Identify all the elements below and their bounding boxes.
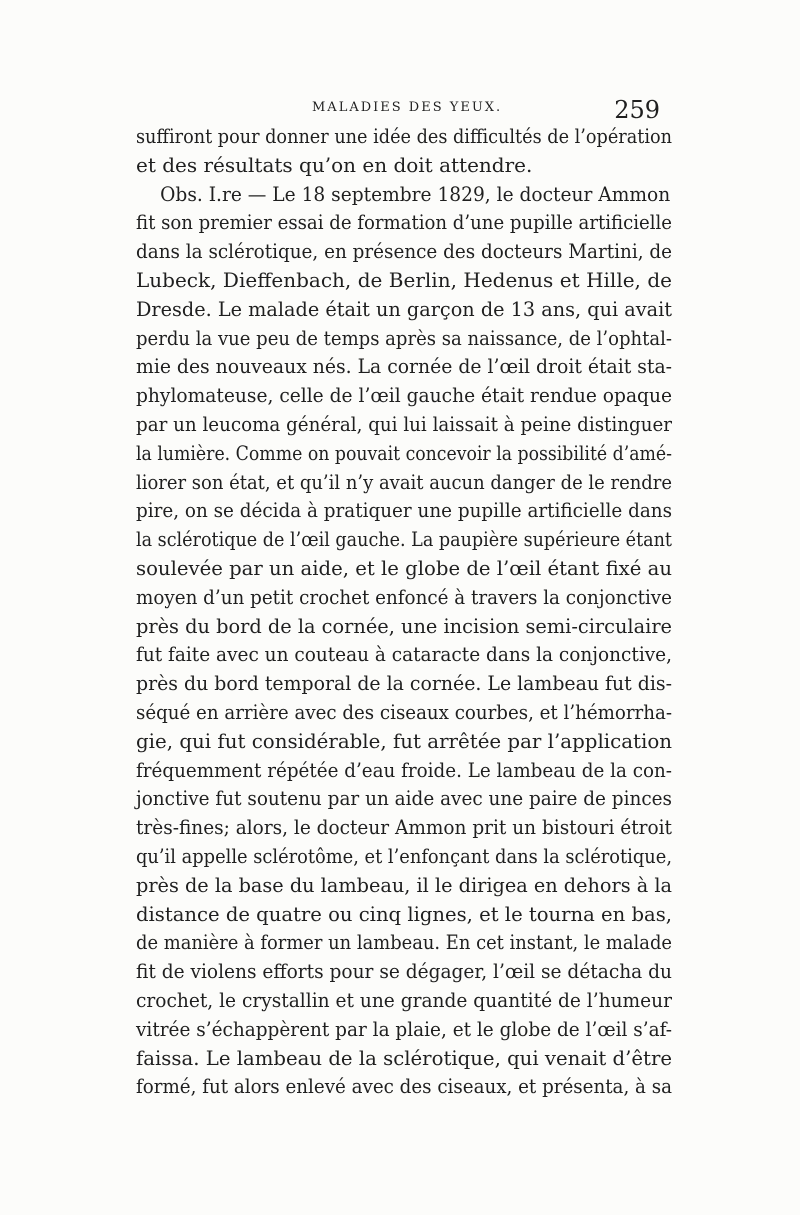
- text-line: liorer son état, et qu’il n’y avait aucun danger de le rendre: [136, 469, 672, 494]
- text-line: près de la base du lambeau, il le dirigea en dehors à la: [136, 872, 672, 897]
- text-line: perdu la vue peu de temps après sa naissance, de l’ophtal-: [136, 325, 672, 350]
- text-line: fit de violens efforts pour se dégager, l’œil se détacha du: [136, 959, 672, 984]
- text-line: moyen d’un petit crochet enfoncé à travers la conjonctive: [136, 584, 672, 609]
- text-line: de manière à former un lambeau. En cet instant, le malade: [136, 930, 672, 955]
- text-line: dans la sclérotique, en présence des docteurs Martini, de: [136, 239, 672, 264]
- body-text: [136, 122, 672, 1101]
- text-line: Obs. I.re — Le 18 septembre 1829, le docteur Ammon: [160, 181, 671, 206]
- text-line: et des résultats qu’on en doit attendre.: [136, 152, 533, 177]
- text-line: par un leucoma général, qui lui laissait à peine distinguer: [136, 411, 672, 436]
- text-line: près du bord de la cornée, une incision semi-circulaire: [136, 613, 672, 638]
- text-line: suffiront pour donner une idée des difficultés de l’opération: [136, 124, 672, 148]
- page-number: 259: [614, 96, 660, 124]
- running-title: MALADIES DES YEUX.: [312, 100, 503, 115]
- text-line: faissa. Le lambeau de la sclérotique, qui venait d’être: [136, 1045, 672, 1070]
- text-line: pire, on se décida à pratiquer une pupille artificielle dans: [136, 498, 672, 523]
- text-line: phylomateuse, celle de l’œil gauche était rendue opaque: [136, 383, 672, 408]
- text-line: la lumière. Comme on pouvait concevoir la possibilité d’amé-: [136, 440, 672, 465]
- text-line: près du bord temporal de la cornée. Le lambeau fut dis-: [136, 671, 672, 696]
- text-line: crochet, le crystallin et une grande quantité de l’humeur: [136, 987, 672, 1012]
- text-line: Dresde. Le malade était un garçon de 13 ans, qui avait: [136, 296, 672, 321]
- text-line: soulevée par un aide, et le globe de l’œil étant fixé au: [136, 555, 672, 580]
- text-line: la sclérotique de l’œil gauche. La paupière supérieure étant: [136, 527, 672, 552]
- text-line: qu’il appelle sclérotôme, et l’enfonçant dans la sclérotique,: [136, 843, 672, 868]
- text-line: jonctive fut soutenu par un aide avec une paire de pinces: [136, 786, 672, 811]
- text-line: séqué en arrière avec des ciseaux courbes, et l’hémorrha-: [136, 699, 672, 724]
- text-line: gie, qui fut considérable, fut arrêtée par l’application: [136, 728, 672, 753]
- text-line: fréquemment répétée d’eau froide. Le lambeau de la con-: [136, 757, 672, 782]
- text-line: distance de quatre ou cinq lignes, et le tourna en bas,: [136, 901, 672, 926]
- text-line: vitrée s’échappèrent par la plaie, et le globe de l’œil s’af-: [136, 1016, 672, 1041]
- text-line: fit son premier essai de formation d’une pupille artificielle: [136, 210, 672, 235]
- text-line: très-fines; alors, le docteur Ammon prit un bistouri étroit: [136, 815, 672, 840]
- text-line: formé, fut alors enlevé avec des ciseaux, et présenta, à sa: [136, 1074, 672, 1099]
- text-line: Lubeck, Dieffenbach, de Berlin, Hedenus et Hille, de: [136, 267, 672, 292]
- text-line: fut faite avec un couteau à cataracte dans la conjonctive,: [136, 642, 672, 667]
- text-line: mie des nouveaux nés. La cornée de l’œil droit était sta-: [136, 354, 672, 379]
